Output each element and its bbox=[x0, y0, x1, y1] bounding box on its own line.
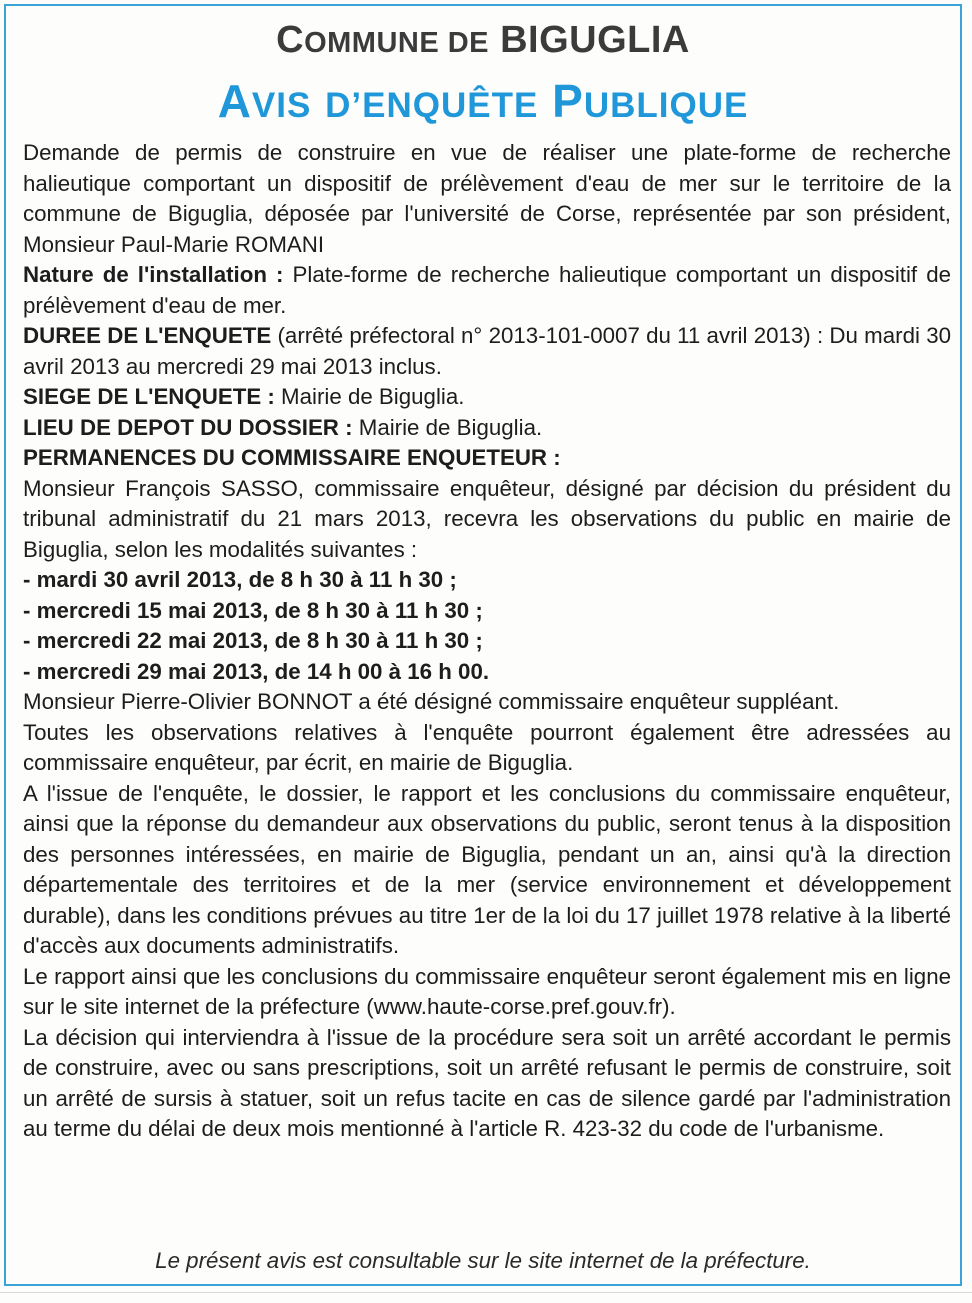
siege-label: SIEGE DE L'ENQUETE : bbox=[23, 384, 275, 409]
nature-label: Nature de l'installation : bbox=[23, 262, 284, 287]
title-word2-rest: NQUÊTE bbox=[386, 86, 539, 125]
siege-value: Mairie de Biguglia. bbox=[274, 384, 465, 409]
intro-paragraph: Demande de permis de construire en vue de réaliser une plate-forme de recherche halieutique comportant un dispositif de prélèvement d'eau de mer sur le territoire de la commune de Biguglia, déposée par l'université de Corse, représentée par son président, Monsieur Paul-Marie ROMANI bbox=[23, 140, 951, 257]
duree-label: DUREE DE L'ENQUETE bbox=[23, 323, 272, 348]
permanence-date-1: - mardi 30 avril 2013, de 8 h 30 à 11 h 30 ; bbox=[23, 567, 457, 592]
siege-section bbox=[23, 382, 951, 413]
permanences-label: PERMANENCES DU COMMISSAIRE ENQUETEUR : bbox=[23, 445, 561, 470]
permanence-date-2: - mercredi 15 mai 2013, de 8 h 30 à 11 h 30 ; bbox=[23, 597, 483, 623]
permanence-date-4: - mercredi 29 mai 2013, de 14 h 00 à 16 h 00. bbox=[23, 658, 490, 684]
nature-value: Plate-forme de recherche halieutique comportant un dispositif de prélèvement d'eau de mer. bbox=[23, 262, 952, 318]
commune-heading bbox=[6, 18, 960, 65]
scan-edge-divider bbox=[0, 1292, 972, 1293]
depot-value: Mairie de Biguglia. bbox=[352, 414, 543, 440]
permanence-date-3: - mercredi 22 mai 2013, de 8 h 30 à 11 h 30 ; bbox=[23, 628, 483, 653]
nature-section bbox=[23, 260, 951, 321]
rapport-paragraph: Le rapport ainsi que les conclusions du commissaire enquêteur seront également mis en ligne sur le site internet de la préfecture (www.haute-corse.pref.gouv.fr). bbox=[23, 963, 951, 1019]
commune-prefix-rest: OMMUNE DE bbox=[304, 27, 490, 59]
title-word1-initial: A bbox=[217, 75, 252, 127]
notice-body bbox=[23, 138, 951, 1145]
commune-prefix-initial: C bbox=[276, 19, 305, 61]
depot-label: LIEU DE DEPOT DU DOSSIER : bbox=[23, 414, 353, 440]
permanences-text: Monsieur François SASSO, commissaire enquêteur, désigné par décision du président du tribunal administratif du 21 mars 2013, recevra les observations du public en mairie de Biguglia, selon les modalités suivantes : bbox=[23, 475, 951, 562]
footer-note: Le présent avis est consultable sur le site internet de la préfecture. bbox=[155, 1248, 811, 1273]
notice-frame bbox=[4, 4, 962, 1286]
title-word3-rest: UBLIQUE bbox=[583, 86, 749, 125]
observations-paragraph: Toutes les observations relatives à l'enquête pourront également être adressées au commissaire enquêteur, par écrit, en mairie de Biguglia. bbox=[23, 719, 951, 775]
depot-section bbox=[23, 413, 951, 444]
title-word1-rest: VIS bbox=[251, 86, 312, 125]
decision-paragraph: La décision qui interviendra à l'issue de la procédure sera soit un arrêté accordant le permis de construire, avec ou sans prescriptions, soit un arrêté refusant le permis de construire, soit un arrêté de sursis à statuer, soit un refus tacite en cas de silence gardé par l'administration au terme du délai de deux mois mentionné à l'article R. 423-32 du code de l'urbanisme. bbox=[23, 1024, 951, 1141]
title-word3-initial: P bbox=[552, 75, 584, 127]
notice-title bbox=[6, 74, 960, 133]
duree-value: (arrêté préfectoral n° 2013-101-0007 du 11 avril 2013) : Du mardi 30 avril 2013 au mercredi 29 mai 2013 inclus. bbox=[23, 323, 951, 379]
title-word2-initial: D’E bbox=[325, 86, 387, 125]
issue-paragraph: A l'issue de l'enquête, le dossier, le rapport et les conclusions du commissaire enquêteur, ainsi que la réponse du demandeur aux observations du public, seront tenus à la disposition des personnes intéressées, en mairie de Biguglia, pendant un an, ainsi qu'à la direction départementale des territoires et de la mer (service environnement et développement durable), dans les conditions prévues au titre 1er de la loi du 17 juillet 1978 relative à la liberté d'accès aux documents administratifs. bbox=[23, 780, 951, 958]
duree-section bbox=[23, 321, 951, 382]
commune-name: BIGUGLIA bbox=[500, 19, 690, 61]
suppleant-paragraph: Monsieur Pierre-Olivier BONNOT a été désigné commissaire enquêteur suppléant. bbox=[23, 689, 840, 714]
